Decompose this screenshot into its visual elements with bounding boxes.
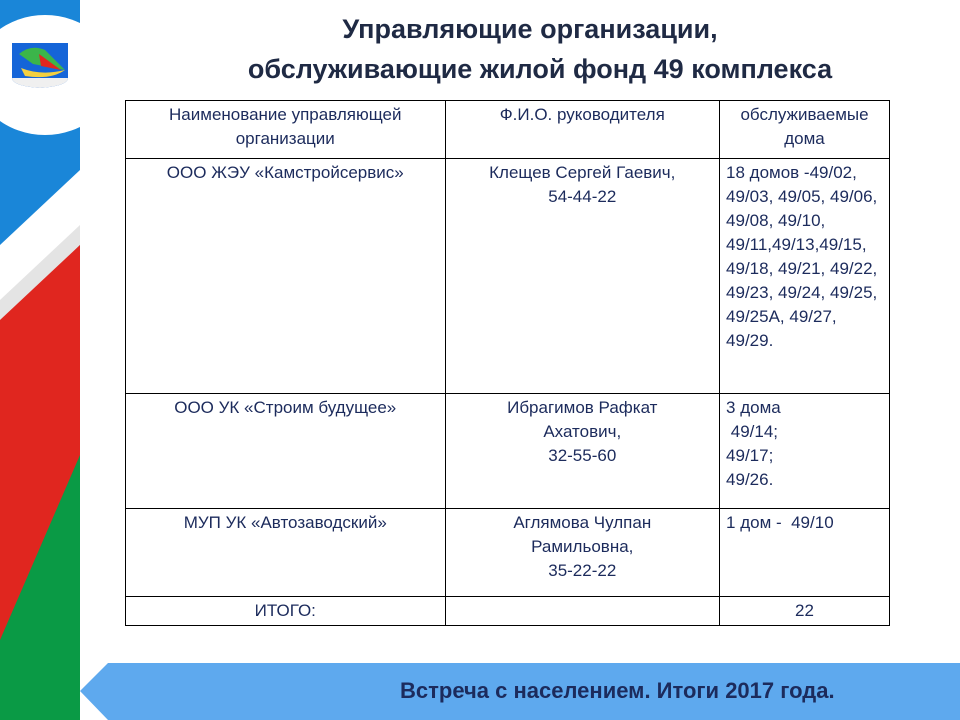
house-line: 49/29. [726,331,774,350]
table-row [126,509,890,597]
org-name: МУП УК «Автозаводский» [126,509,446,597]
org-name: ООО УК «Строим будущее» [126,394,446,509]
slide-title-line2: обслуживающие жилой фонд 49 комплекса [247,54,833,84]
house-line: 1 дом - 49/10 [726,513,834,532]
head-name [445,509,720,597]
table-row [126,159,890,394]
head-line: Ибрагимов Рафкат [507,398,658,417]
head-phone: 35-22-22 [548,561,617,580]
houses-list [720,509,890,597]
management-companies-table [125,100,890,626]
houses-list [720,159,890,394]
house-line: 49/17; [726,446,774,465]
house-line: 49/26. [726,470,774,489]
head-line: Клещев Сергей Гаевич, [489,163,676,182]
house-line: 49/18, 49/21, 49/22, [726,259,878,278]
slide-title-line1: Управляющие организации, [342,14,718,44]
house-line: 49/25А, 49/27, [726,307,837,326]
header-houses: обслуживаемые дома [720,101,890,159]
total-row [126,597,890,626]
head-line: Рамильовна, [531,537,634,556]
table-row [126,394,890,509]
houses-list [720,394,890,509]
house-line: 49/14; [726,422,779,441]
head-name [445,394,720,509]
house-line: 49/11,49/13,49/15, [726,235,867,254]
city-coat-of-arms-logo [11,42,69,88]
header-org: Наименование управляющей организации [126,101,446,159]
org-name: ООО ЖЭУ «Камстройсервис» [126,159,446,394]
head-name [445,159,720,394]
house-line: 3 дома [726,398,781,417]
head-phone: 32-55-60 [548,446,617,465]
house-line: 18 домов -49/02, [726,163,857,182]
house-line: 49/03, 49/05, 49/06, [726,187,878,206]
footer-text: Встреча с населением. Итоги 2017 года. [400,678,835,703]
total-label: ИТОГО: [126,597,446,626]
header-head: Ф.И.О. руководителя [445,101,720,159]
total-empty [445,597,720,626]
house-line: 49/08, 49/10, [726,211,826,230]
house-line: 49/23, 49/24, 49/25, [726,283,878,302]
decorative-flag-strip [0,0,80,720]
total-value: 22 [720,597,890,626]
table-header-row [126,101,890,159]
head-line: Аглямова Чулпан [513,513,652,532]
head-phone: 54-44-22 [548,187,617,206]
head-line: Ахатович, [543,422,622,441]
